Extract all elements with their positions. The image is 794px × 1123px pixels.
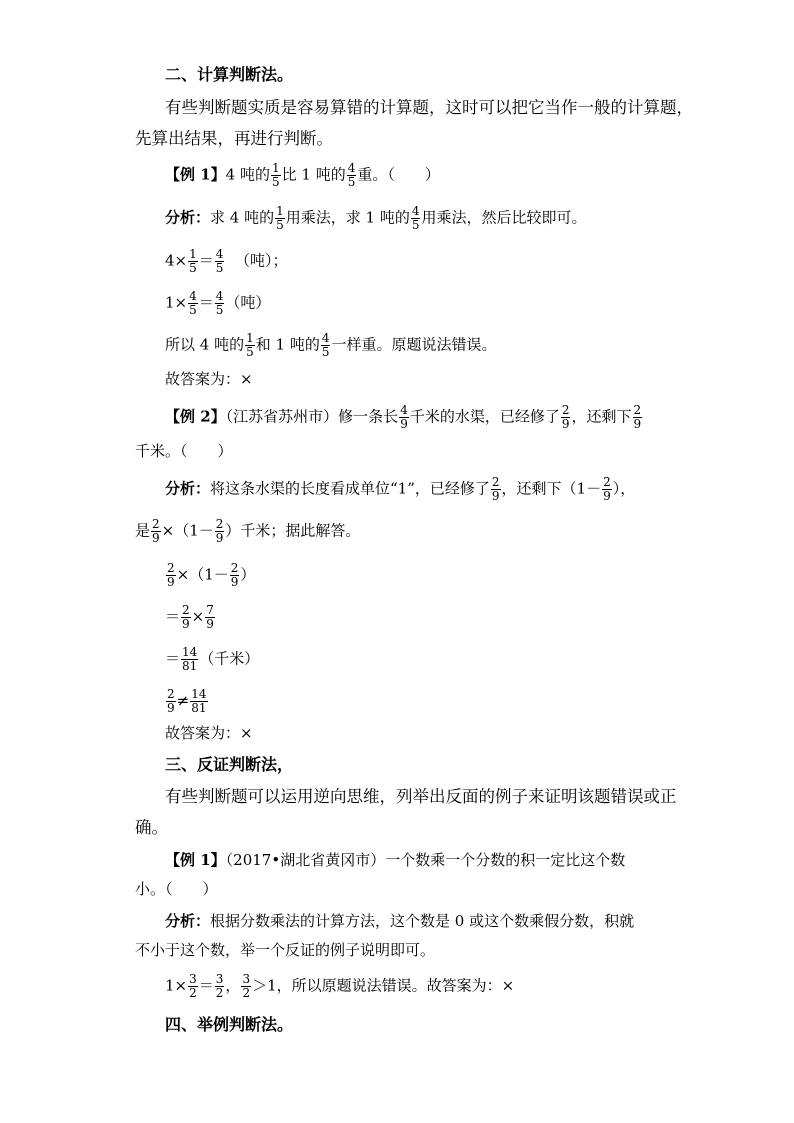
- example-1-answer: 故答案为：×: [165, 370, 253, 388]
- fraction-2-9: $\frac{2}{9}$: [182, 603, 190, 631]
- section-3-example-calc: 1× $\frac{3}{2}$ ＝ $\frac{3}{2}$ ， $\frac{3}{2}$ ＞1，所以原题说法错误。故答案为：×: [165, 972, 515, 1000]
- example-1-calc-1: 4× $\frac{1}{5}$ ＝ $\frac{4}{5}$ （吨）；: [165, 247, 288, 275]
- fraction-2-9: $\frac{2}{9}$: [152, 517, 160, 545]
- fraction-2-9: $\frac{2}{9}$: [230, 561, 239, 589]
- section-3-example-analysis-line-2: 不小于这个数，举一个反证的例子说明即可。: [135, 941, 436, 959]
- section-3-example-question: 【例 1】（2017•湖北省黄冈市）一个数乘一个分数的积一定比这个数: [165, 851, 626, 869]
- example-2-step-3: ＝ $\frac{14}{81}$ （千米）: [165, 645, 260, 673]
- fraction-1-5: $\frac{1}{5}$: [276, 204, 284, 232]
- fraction-4-5: $\frac{4}{5}$: [215, 247, 224, 275]
- fraction-3-2: $\frac{3}{2}$: [215, 972, 224, 1000]
- example-1-conclusion: 所以 4 吨的 $\frac{1}{5}$ 和 1 吨的 $\frac{4}{5}$ 一样重。原题说法错误。: [165, 331, 497, 359]
- fraction-1-5: $\frac{1}{5}$: [271, 161, 280, 189]
- section-3-example-question-line-2: 小。（ ）: [135, 880, 218, 898]
- example-1-calc-2: 1× $\frac{4}{5}$ ＝ $\frac{4}{5}$ （吨）: [165, 289, 271, 317]
- fraction-14-81: $\frac{14}{81}$: [182, 645, 198, 673]
- fraction-4-5: $\frac{4}{5}$: [347, 161, 356, 189]
- section-3-intro-line-2: 确。: [135, 818, 168, 837]
- example-2-answer: 故答案为：×: [165, 724, 253, 742]
- fraction-1-5: $\frac{1}{5}$: [189, 247, 197, 275]
- fraction-2-9: $\frac{2}{9}$: [561, 403, 570, 431]
- section-3-example-analysis: 分析：根据分数乘法的计算方法，这个数是 0 或这个数乘假分数，积就: [165, 912, 635, 930]
- section-2-intro-line-2: 先算出结果，再进行判断。: [135, 129, 333, 148]
- section-3-intro-line-1: 有些判断题可以运用逆向思维，列举出反面的例子来证明该题错误或正: [165, 787, 677, 806]
- fraction-14-81: $\frac{14}{81}$: [191, 687, 207, 715]
- example-2-step-2: ＝ $\frac{2}{9}$ × $\frac{7}{9}$: [165, 603, 214, 631]
- fraction-2-9: $\frac{2}{9}$: [491, 475, 500, 503]
- fraction-3-2: $\frac{3}{2}$: [242, 972, 251, 1000]
- fraction-2-9: $\frac{2}{9}$: [167, 687, 175, 715]
- fraction-7-9: $\frac{7}{9}$: [206, 603, 214, 631]
- example-1-question: 【例 1】4 吨的 $\frac{1}{5}$ 比 1 吨的 $\frac{4}{5}$ 重。（ ）: [165, 161, 440, 189]
- fraction-4-5: $\frac{4}{5}$: [411, 204, 420, 232]
- section-2-intro-line-1: 有些判断题实质是容易算错的计算题，这时可以把它当作一般的计算题，: [165, 98, 693, 117]
- fraction-2-9: $\frac{2}{9}$: [633, 403, 642, 431]
- example-2-analysis-line-2: 是 $\frac{2}{9}$ ×（1－ $\frac{2}{9}$ ）千米；据此解答。: [135, 517, 361, 545]
- example-2-step-4: $\frac{2}{9}$ ≠ $\frac{14}{81}$: [167, 687, 207, 715]
- fraction-2-9: $\frac{2}{9}$: [603, 475, 611, 503]
- fraction-4-5: $\frac{4}{5}$: [215, 289, 224, 317]
- section-heading-2: 二、计算判断法。: [165, 65, 294, 84]
- fraction-2-9: $\frac{2}{9}$: [215, 517, 224, 545]
- example-2-question-line-2: 千米。（ ）: [135, 442, 233, 460]
- example-2-step-1: $\frac{2}{9}$ ×（1－ $\frac{2}{9}$ ）: [167, 561, 256, 589]
- example-2-analysis: 分析：将这条水渠的长度看成单位“1”，已经修了 $\frac{2}{9}$ ，还剩下（1－ $\frac{2}{9}$ ），: [165, 475, 636, 503]
- section-heading-3: 三、反证判断法，: [165, 755, 294, 774]
- fraction-4-5: $\frac{4}{5}$: [321, 331, 330, 359]
- fraction-1-5: $\frac{1}{5}$: [246, 331, 254, 359]
- fraction-3-2: $\frac{3}{2}$: [189, 972, 197, 1000]
- fraction-2-9: $\frac{2}{9}$: [167, 561, 175, 589]
- example-1-analysis: 分析：求 4 吨的 $\frac{1}{5}$ 用乘法，求 1 吨的 $\frac{4}{5}$ 用乘法，然后比较即可。: [165, 204, 587, 232]
- example-2-question: 【例 2】（江苏省苏州市）修一条长 $\frac{4}{9}$ 千米的水渠，已经修了 $\frac{2}{9}$ ，还剩下 $\frac{2}{9}$: [165, 403, 642, 431]
- fraction-4-9: $\frac{4}{9}$: [400, 403, 408, 431]
- section-heading-4: 四、举例判断法。: [165, 1015, 294, 1034]
- fraction-4-5: $\frac{4}{5}$: [189, 289, 197, 317]
